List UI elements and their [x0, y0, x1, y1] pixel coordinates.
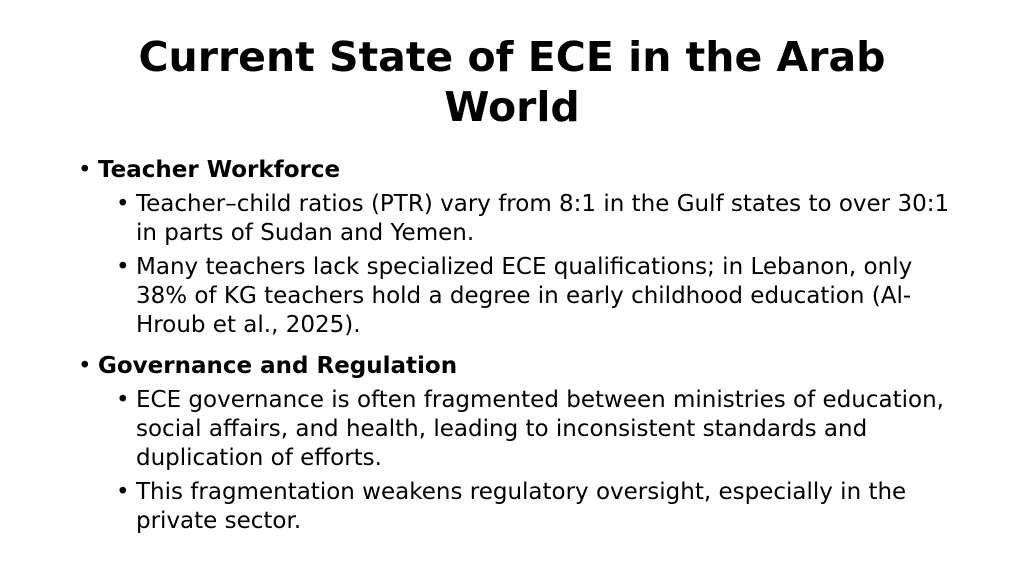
slide-title	[60, 32, 964, 132]
sub-bullet-text: ECE governance is often fragmented between ministries of education, social affairs, and health, leading to inconsistent standards and duplication of efforts.	[136, 387, 944, 471]
bullet-icon: •	[78, 157, 92, 183]
sub-bullet	[116, 190, 956, 248]
sub-bullet	[116, 386, 956, 473]
sub-bullet	[116, 478, 956, 536]
section-teacher-workforce	[78, 154, 978, 340]
section-heading	[78, 154, 978, 186]
bullet-icon: •	[116, 254, 130, 280]
bullet-icon: •	[78, 353, 92, 379]
section-governance	[78, 350, 978, 536]
title-line-1: Current State of ECE in the Arab	[138, 33, 886, 81]
section-heading	[78, 350, 978, 382]
sub-bullet-text: Teacher–child ratios (PTR) vary from 8:1 in the Gulf states to over 30:1 in parts of Sudan and Yemen.	[136, 191, 950, 246]
title-line-2: World	[444, 83, 580, 131]
section-heading-text: Governance and Regulation	[98, 353, 458, 379]
bullet-list	[78, 154, 978, 546]
sub-bullet	[116, 253, 956, 340]
sub-bullet-text: This fragmentation weakens regulatory oversight, especially in the private sector.	[136, 479, 907, 534]
section-heading-text: Teacher Workforce	[98, 157, 341, 183]
bullet-icon: •	[116, 479, 130, 505]
sub-bullet-text: Many teachers lack specialized ECE qualifications; in Lebanon, only 38% of KG teachers hold a degree in early childhood education (Al-Hroub et al., 2025).	[136, 254, 913, 338]
bullet-icon: •	[116, 387, 130, 413]
bullet-icon: •	[116, 191, 130, 217]
